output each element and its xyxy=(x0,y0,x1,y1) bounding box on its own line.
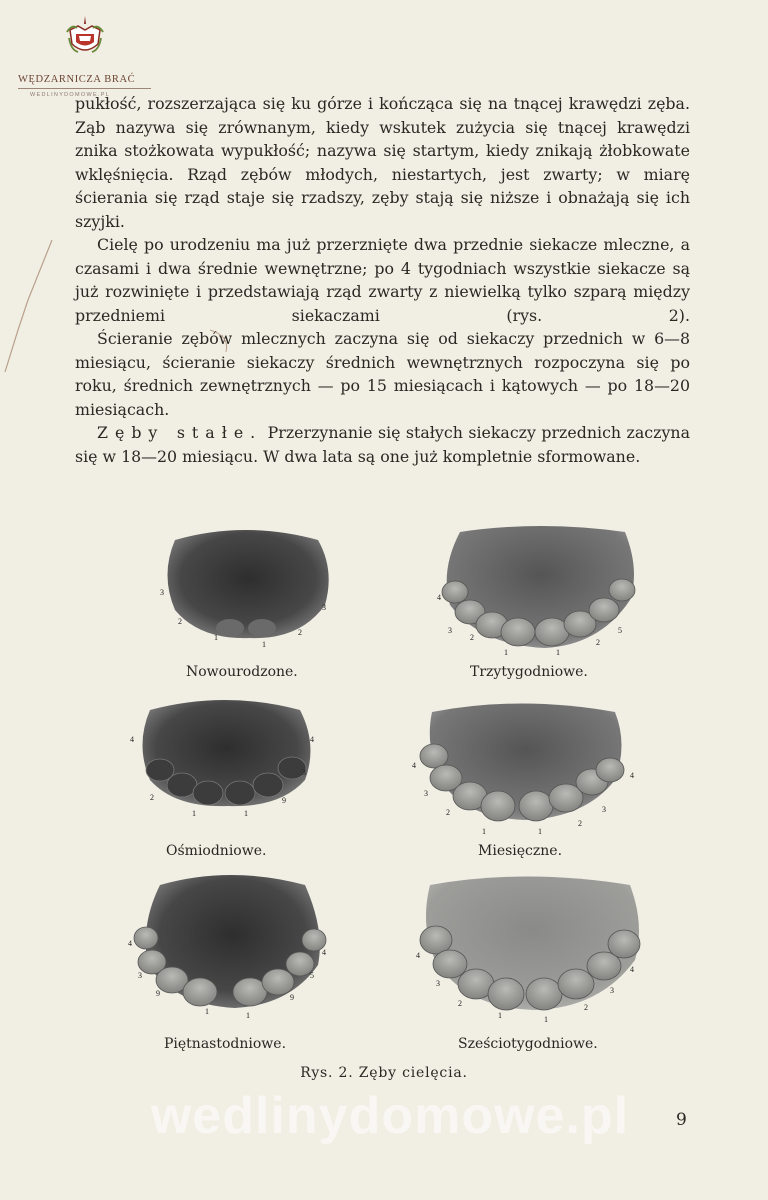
paragraph-2: Cielę po urodzeniu ma już przerznięte dwa przednie siekacze mleczne, a czasami i dwa średnie wewnętrzne; po 4 tygodniach wszystkie siekacze są już rozwinięte i przedstawiają rząd zwarty z niewielką tylko szparą między przedniemi siekaczami (rys. 2). xyxy=(75,235,690,325)
svg-text:1: 1 xyxy=(246,1011,250,1020)
watermark: wedlinydomowe.pl xyxy=(150,1087,630,1145)
svg-text:2: 2 xyxy=(596,638,600,647)
svg-text:3: 3 xyxy=(322,603,326,612)
svg-text:2: 2 xyxy=(178,617,182,626)
label-three-weeks: Trzytygodniowe. xyxy=(470,664,588,680)
svg-text:4: 4 xyxy=(310,735,314,744)
svg-text:1: 1 xyxy=(544,1015,548,1024)
svg-text:2: 2 xyxy=(578,819,582,828)
svg-text:9: 9 xyxy=(282,796,286,805)
svg-text:4: 4 xyxy=(630,771,634,780)
svg-text:9: 9 xyxy=(290,993,294,1002)
svg-text:4: 4 xyxy=(630,965,634,974)
svg-text:3: 3 xyxy=(436,979,440,988)
label-one-month: Miesięczne. xyxy=(478,843,563,859)
label-fifteen-days: Piętnastodniowe. xyxy=(164,1036,287,1052)
svg-text:2: 2 xyxy=(584,1003,588,1012)
svg-text:4: 4 xyxy=(437,593,441,602)
figure-caption: Rys. 2. Zęby cielęcia. xyxy=(300,1065,468,1081)
page-number: 9 xyxy=(676,1110,687,1130)
svg-text:1: 1 xyxy=(262,640,266,649)
logo-title: WĘDZARNICZA BRAĆ xyxy=(18,74,136,85)
svg-text:4: 4 xyxy=(130,735,134,744)
svg-text:2: 2 xyxy=(298,628,302,637)
label-newborn: Nowourodzone. xyxy=(186,664,298,680)
svg-text:5: 5 xyxy=(618,626,622,635)
svg-text:4: 4 xyxy=(416,951,420,960)
svg-text:2: 2 xyxy=(458,999,462,1008)
paragraph-3: Ścieranie zębów mlecznych zaczyna się od siekaczy przednich w 6—8 miesiącu, ścieranie siekaczy średnich wewnętrznych rozpoczyna się po roku, średnich zewnętrznych — po 15 miesiącach i kątowych — po 18—20 miesiącach. xyxy=(75,329,690,419)
svg-text:4: 4 xyxy=(322,948,326,957)
svg-text:1: 1 xyxy=(498,1011,502,1020)
svg-text:1: 1 xyxy=(244,809,248,818)
svg-text:1: 1 xyxy=(214,633,218,642)
svg-text:3: 3 xyxy=(610,986,614,995)
svg-text:3: 3 xyxy=(602,805,606,814)
svg-text:3: 3 xyxy=(302,768,306,777)
svg-text:4: 4 xyxy=(128,939,132,948)
svg-text:2: 2 xyxy=(446,808,450,817)
label-six-weeks: Sześciotygodniowe. xyxy=(458,1036,598,1052)
svg-text:1: 1 xyxy=(205,1007,209,1016)
svg-text:3: 3 xyxy=(448,626,452,635)
svg-text:1: 1 xyxy=(538,827,542,836)
svg-text:9: 9 xyxy=(156,989,160,998)
svg-text:3: 3 xyxy=(138,971,142,980)
svg-text:1: 1 xyxy=(556,648,560,657)
svg-text:2: 2 xyxy=(470,633,474,642)
svg-text:3: 3 xyxy=(160,588,164,597)
svg-text:1: 1 xyxy=(504,648,508,657)
label-eight-days: Ośmiodniowe. xyxy=(166,843,267,859)
paragraph-1: pukłość, rozszerzająca się ku górze i kończąca się na tnącej krawędzi zęba. Ząb nazywa się zrównanym, kiedy wskutek zużycia się tnącej krawędzi znika stożkowata wypukłość; nazywa się startym, kiedy znikają żłobkowate wklęśnięcia. Rząd zębów młodych, niestartych, jest zwarty; w miarę ścierania się rząd staje się rzadszy, zęby stają się niższe i obnażają się ich szyjki. xyxy=(75,94,690,231)
paragraph-4-text: Przerzynanie się stałych siekaczy przednich zaczyna się w 18—20 miesiącu. W dwa lata są one już kompletnie sformowane. xyxy=(75,423,690,466)
svg-text:1: 1 xyxy=(482,827,486,836)
svg-text:5: 5 xyxy=(310,971,314,980)
svg-text:4: 4 xyxy=(412,761,416,770)
svg-text:3: 3 xyxy=(424,789,428,798)
section-heading: Zęby stałe. xyxy=(97,423,263,442)
svg-text:1: 1 xyxy=(192,809,196,818)
svg-text:2: 2 xyxy=(150,793,154,802)
logo-url: WEDLINYDOMOWE.PL xyxy=(30,92,111,98)
